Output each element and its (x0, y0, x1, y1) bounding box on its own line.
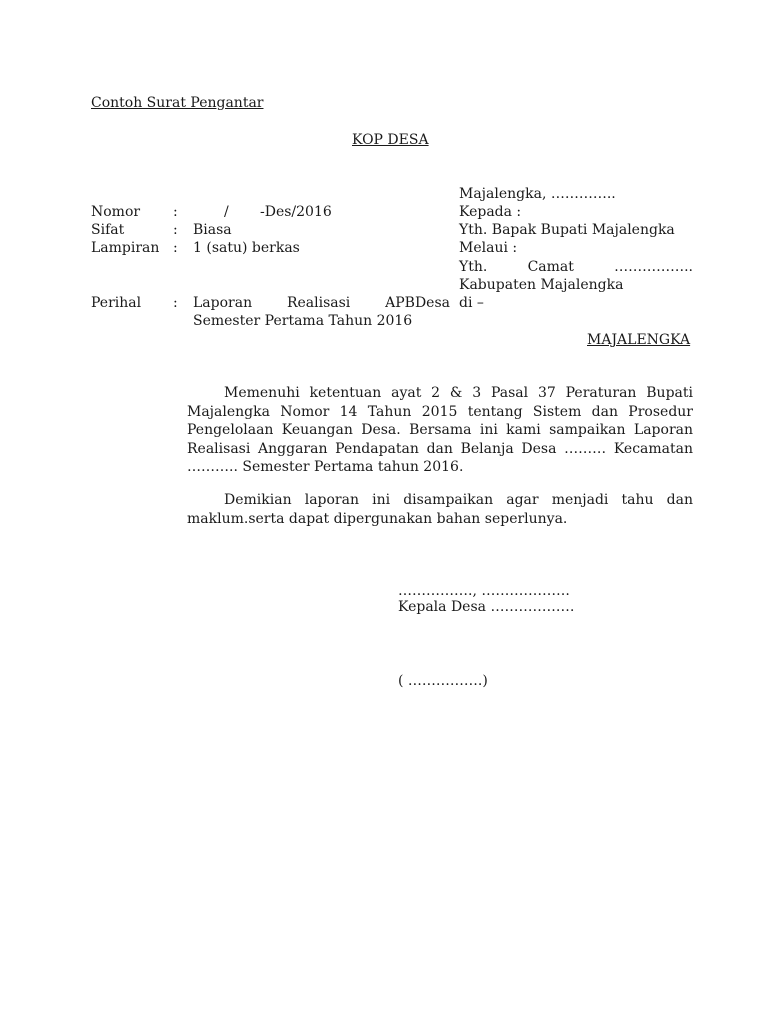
lampiran-value: 1 (satu) berkas (193, 240, 300, 256)
yth-camat-word: Yth. (459, 259, 488, 275)
signature-name: ( …………….) (398, 673, 488, 689)
nomor-colon: : (173, 204, 178, 220)
sifat-value: Biasa (193, 222, 232, 238)
body-paragraph-1-wrap (187, 384, 693, 477)
city-heading: MAJALENGKA (587, 332, 691, 348)
nomor-value: -Des/2016 (260, 204, 332, 220)
kepada-label: Kepada : (459, 204, 522, 220)
yth-camat (459, 258, 693, 276)
perihal-colon: : (173, 295, 178, 311)
perihal-word: APBDesa (385, 295, 450, 311)
nomor-label: Nomor (91, 204, 141, 220)
perihal-line-1 (193, 294, 450, 312)
perihal-label: Perihal (91, 295, 142, 311)
sifat-colon: : (173, 222, 178, 238)
perihal-word: Laporan (193, 295, 253, 311)
kabupaten-line: Kabupaten Majalengka (459, 277, 624, 293)
lampiran-colon: : (173, 240, 178, 256)
nomor-slash: / (224, 204, 229, 220)
recipient-place-date: Majalengka, ………….. (459, 186, 616, 202)
perihal-line-2: Semester Pertama Tahun 2016 (193, 313, 413, 329)
sifat-label: Sifat (91, 222, 125, 238)
body-paragraph-1: Memenuhi ketentuan ayat 2 & 3 Pasal 37 Peraturan Bupati Majalengka Nomor 14 Tahun 2015 tentang Sistem dan Prosedur Pengelolaan Keuangan Desa. Bersama ini kami sampaikan Laporan Realisasi Anggaran Pendapatan dan Belanja Desa ……… Kecamatan ……….. Semester Pertama tahun 2016. (187, 385, 693, 475)
melalui-label: Melaui : (459, 240, 518, 256)
body-paragraph-2: Demikian laporan ini disampaikan agar menjadi tahu dan maklum.serta dapat dipergunakan bahan seperlunya. (187, 492, 693, 527)
perihal-word: Realisasi (286, 295, 351, 311)
body-paragraph-2-wrap (187, 491, 693, 528)
signature-title: Kepala Desa ……………… (398, 599, 575, 615)
yth-bupati: Yth. Bapak Bupati Majalengka (459, 222, 675, 238)
signature-place-date: ……………., ………………. (398, 583, 570, 599)
yth-camat-word: …………….. (614, 259, 693, 275)
lampiran-label: Lampiran (91, 240, 160, 256)
kop-desa-heading: KOP DESA (352, 132, 429, 148)
document-label: Contoh Surat Pengantar (91, 95, 264, 111)
di-line: di – (459, 295, 484, 311)
yth-camat-word: Camat (527, 259, 574, 275)
